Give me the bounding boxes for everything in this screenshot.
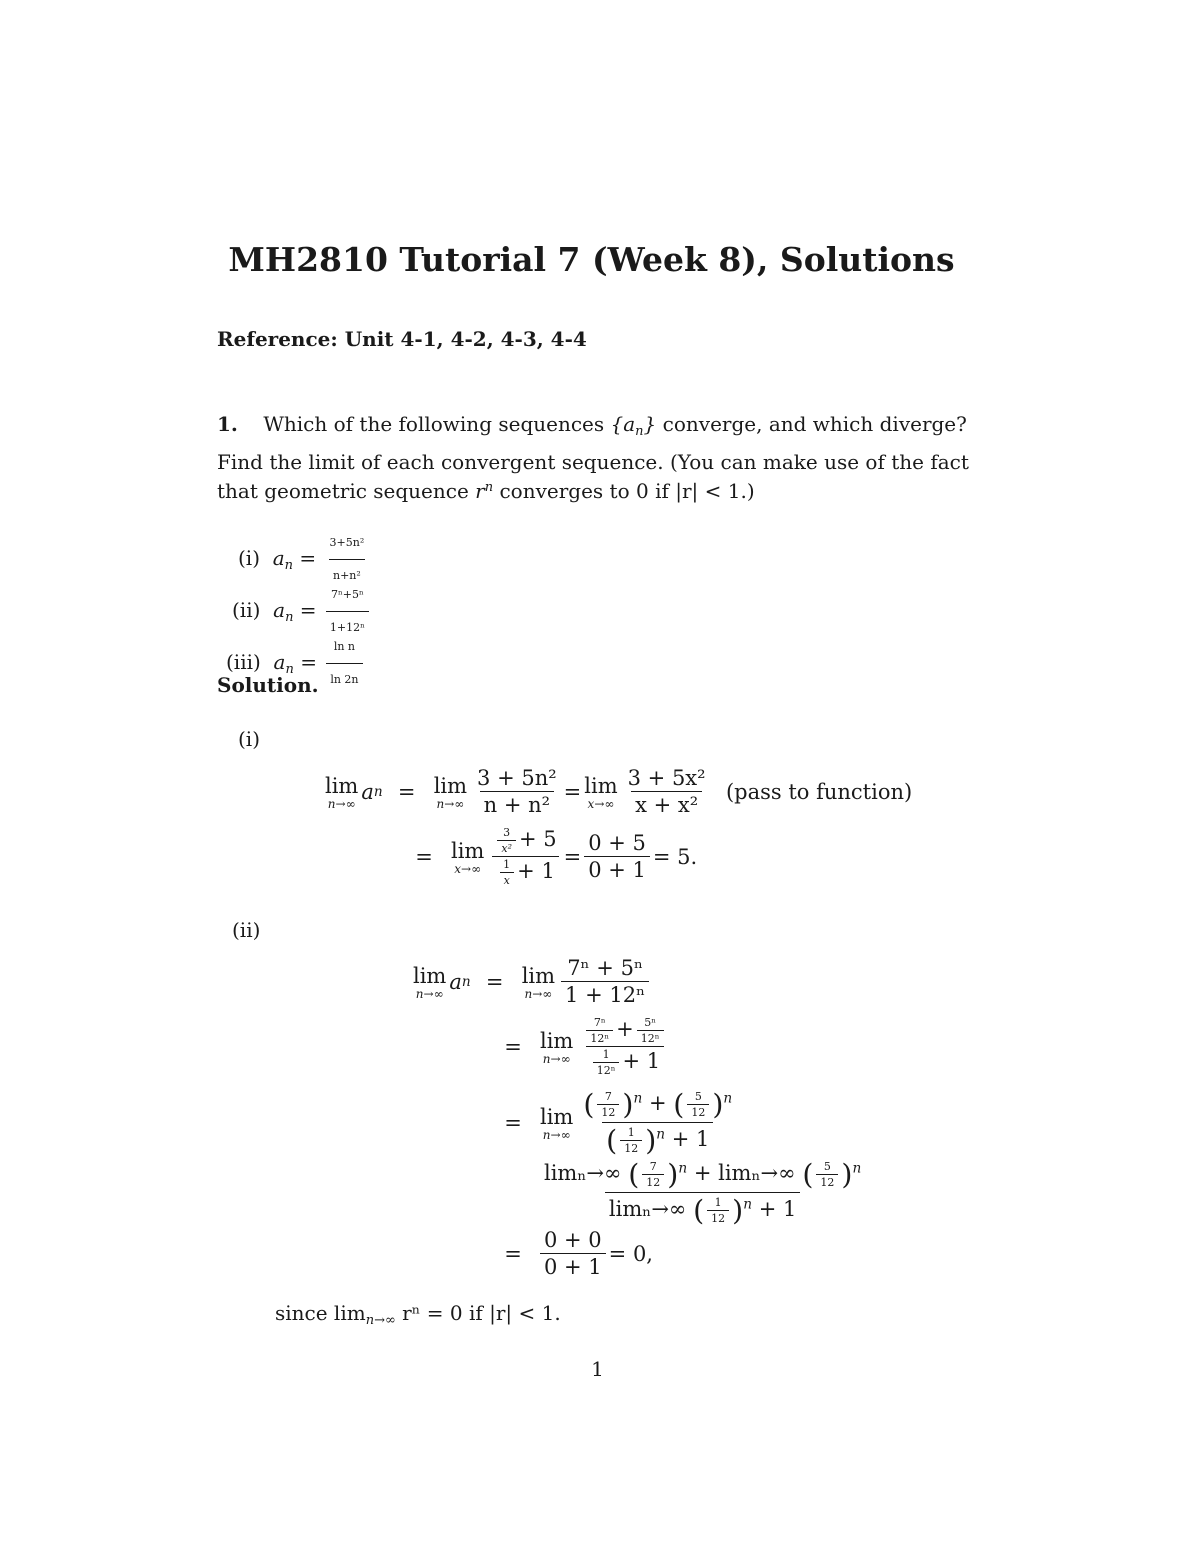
fraction-numerator: 1: [714, 1196, 722, 1209]
fraction-denominator: 12: [707, 1210, 729, 1225]
item-sub: n: [285, 609, 294, 625]
since-subscript: n→∞: [365, 1312, 396, 1328]
lim-text: lim: [451, 838, 485, 863]
lim-inline: limₙ→∞: [544, 1161, 622, 1185]
lim-text: lim: [521, 963, 556, 988]
fraction-numerator: 0 + 0: [544, 1228, 602, 1252]
denominator-rest: + 1: [622, 1049, 661, 1073]
seq-a: a: [361, 779, 374, 804]
solution-heading: Solution.: [217, 673, 319, 697]
inner-fraction: [593, 1048, 620, 1077]
part-i-label: (i): [238, 727, 261, 751]
lim-subscript: n→∞: [415, 986, 444, 1001]
item-eq: =: [300, 650, 317, 674]
fraction-numerator: 1: [503, 858, 511, 871]
limit-operator: [584, 774, 617, 810]
sequence-close: }: [643, 412, 657, 436]
fraction-denominator: [586, 1046, 664, 1077]
power-n: n: [852, 1160, 862, 1177]
inner-fraction: [620, 1126, 642, 1155]
fraction-numerator: ln n: [333, 640, 355, 653]
fraction-numerator: 7ⁿ: [593, 1016, 606, 1029]
fraction-numerator: 0 + 5: [588, 831, 646, 855]
equals-sign: =: [504, 1110, 522, 1135]
fraction-denominator: n+n²: [329, 559, 365, 591]
fraction-numerator: 7ⁿ+5ⁿ: [331, 588, 364, 601]
problem-line-2: Find the limit of each convergent sequence. (You can make use of the fact: [217, 450, 969, 474]
fraction-denominator: 12ⁿ: [637, 1030, 664, 1045]
limit-operator: [413, 964, 446, 1000]
item-fraction: [326, 632, 362, 695]
fraction-numerator: ( $\frac{7}{12}$ )$^n$ + ( $\frac{5}{12}$ )$^n$: [583, 1088, 733, 1121]
lim-subscript: x→∞: [454, 861, 482, 876]
fraction-denominator: 12ⁿ: [593, 1062, 620, 1077]
fraction-denominator: limₙ→∞ ( $\frac{1}{12}$ )$^n$ + 1: [605, 1192, 800, 1227]
item-sub: n: [285, 661, 294, 677]
power-n: n: [743, 1196, 753, 1213]
fraction-denominator: ( $\frac{1}{12}$ )$^n$ + 1: [602, 1122, 713, 1157]
fraction-numerator: 5: [694, 1090, 702, 1103]
equals-sign: =: [485, 969, 504, 994]
equals-sign: =: [504, 1241, 522, 1266]
plus-sign: +: [648, 1091, 667, 1115]
fraction-numerator: [579, 1016, 670, 1046]
part-i-line-1: lim n→∞ a n = lim n→∞ $\frac{\text{3 + 5n²}}{\text{n + n²}}$ = lim x→∞ $\frac{\text{3 + 5x²}}{\text{x + x²}}$ (pass to function): [325, 766, 913, 817]
fraction: [473, 766, 561, 817]
fraction-denominator: x²: [497, 840, 516, 855]
problem-line-3: [217, 476, 755, 506]
limit-operator: [434, 774, 467, 810]
lim-subscript: n→∞: [436, 796, 465, 811]
fraction-numerator: limₙ→∞ ( $\frac{7}{12}$ )$^n$ + limₙ→∞ ( $\frac{5}{12}$ )$^n$: [544, 1158, 862, 1191]
fraction-denominator: x + x²: [631, 791, 702, 817]
fraction-numerator: 5ⁿ: [644, 1016, 656, 1029]
fraction-denominator: 12: [597, 1104, 619, 1119]
fraction-denominator: 12: [642, 1174, 664, 1189]
fraction-denominator: 1+12ⁿ: [326, 611, 369, 643]
problem-line-3a: that geometric sequence: [217, 479, 469, 503]
lim-text: lim: [540, 1104, 574, 1129]
since-text: since lim: [275, 1301, 366, 1325]
item-label: (iii): [226, 650, 261, 674]
item-lhs: a: [272, 546, 285, 570]
lim-text: lim: [540, 1028, 574, 1053]
fraction-numerator: 7: [649, 1160, 657, 1173]
part-ii-line-5: [489, 1228, 653, 1279]
lim-text: lim: [413, 963, 447, 988]
annotation-note: (pass to function): [725, 779, 913, 804]
compound-fraction: [490, 826, 560, 887]
compound-fraction: [540, 1158, 865, 1227]
compound-fraction: [579, 1088, 736, 1157]
fraction: [561, 956, 649, 1007]
power-n: n: [678, 1160, 688, 1177]
problem-text-b: converge, and which diverge?: [662, 412, 967, 436]
fraction-denominator: x: [500, 872, 514, 887]
denominator-rest: + 1: [671, 1127, 710, 1151]
item-lhs: a: [273, 598, 286, 622]
part-ii-label: (ii): [232, 918, 261, 942]
lim-text: lim: [433, 773, 468, 798]
item-lhs: a: [273, 650, 286, 674]
geom-r-sup: n: [484, 479, 494, 495]
fraction-numerator: 3 + 5n²: [477, 766, 557, 790]
inner-fraction: [497, 826, 516, 855]
inner-fraction: [816, 1160, 838, 1189]
fraction-numerator: 3: [503, 826, 511, 839]
page-title: MH2810 Tutorial 7 (Week 8), Solutions: [228, 240, 955, 279]
lim-text: lim: [325, 773, 359, 798]
equals-sign: =: [504, 1034, 522, 1059]
result: = 0,: [608, 1241, 653, 1266]
item-label: (i): [238, 546, 261, 570]
lim-inline: limₙ→∞: [608, 1197, 687, 1221]
fraction-denominator: 12: [687, 1104, 709, 1119]
limit-operator: [451, 839, 484, 875]
lim-subscript: n→∞: [542, 1127, 571, 1142]
fraction-numerator: 5: [823, 1160, 831, 1173]
lim-subscript: n→∞: [524, 986, 553, 1001]
limit-operator: [522, 964, 555, 1000]
inner-fraction: [637, 1016, 664, 1045]
sequence-open: {a: [610, 412, 636, 436]
lim-subscript: n→∞: [327, 796, 356, 811]
problem-line-3b: converges to 0 if |r| < 1.): [499, 479, 755, 503]
since-rest: rⁿ = 0 if |r| < 1.: [402, 1301, 561, 1325]
fraction: [540, 1228, 606, 1279]
fraction-numerator: 7: [604, 1090, 612, 1103]
plus-sign: +: [693, 1161, 712, 1185]
part-ii-line-1: lim n→∞ a n = lim n→∞ $\frac{\text{7ⁿ + 5ⁿ}}{\text{1 + 12ⁿ}}$: [410, 956, 652, 1007]
fraction: [624, 766, 710, 817]
problem-text-a: Which of the following sequences: [263, 412, 605, 436]
problem-number: 1.: [217, 412, 238, 436]
fraction-denominator: 12: [816, 1174, 838, 1189]
limit-operator: [540, 1105, 573, 1141]
denominator-rest: + 1: [517, 859, 555, 883]
inner-fraction: [499, 858, 514, 887]
power-n: n: [723, 1090, 733, 1107]
sequence-sub: n: [635, 423, 644, 439]
power-n: n: [633, 1090, 643, 1107]
fraction-denominator: n + n²: [480, 791, 554, 817]
fraction-denominator: 0 + 1: [540, 1253, 606, 1279]
inner-fraction: [597, 1090, 619, 1119]
lim-subscript: n→∞: [542, 1051, 571, 1066]
fraction-numerator: [490, 826, 560, 856]
equals-sign: =: [563, 844, 582, 869]
inner-fraction: [687, 1090, 709, 1119]
seq-a: a: [449, 969, 462, 994]
lim-text: lim: [584, 773, 618, 798]
equals-sign: =: [415, 844, 433, 869]
fraction-numerator: 3+5n²: [329, 536, 365, 549]
part-ii-line-3: [489, 1088, 739, 1157]
fraction-denominator: 1 + 12ⁿ: [561, 981, 649, 1007]
reference-line: Reference: Unit 4-1, 4-2, 4-3, 4-4: [217, 327, 587, 351]
power-n: n: [656, 1126, 666, 1143]
page-number: 1: [591, 1357, 604, 1381]
fraction-denominator: 12: [620, 1140, 642, 1155]
fraction-denominator: [492, 856, 559, 887]
limit-operator: [325, 774, 358, 810]
part-ii-line-2: [489, 1016, 674, 1077]
fraction: [584, 831, 650, 882]
since-line: [275, 1298, 561, 1328]
numerator-rest: + 5: [518, 827, 557, 851]
fraction-denominator: 0 + 1: [584, 856, 650, 882]
lim-inline: limₙ→∞: [718, 1161, 796, 1185]
inner-fraction: [707, 1196, 729, 1225]
fraction-denominator: ln 2n: [326, 663, 362, 695]
fraction-numerator: 3 + 5x²: [627, 766, 706, 790]
fraction-denominator: 12ⁿ: [586, 1030, 613, 1045]
item-eq: =: [299, 546, 317, 570]
item-label: (ii): [232, 598, 261, 622]
compound-fraction: [579, 1016, 670, 1077]
problem-line-1: [217, 409, 967, 439]
item-eq: =: [299, 598, 317, 622]
limit-operator: [540, 1029, 573, 1065]
denominator-rest: + 1: [758, 1197, 797, 1221]
fraction-numerator: 1: [627, 1126, 635, 1139]
equals-sign: =: [563, 779, 582, 804]
fraction-numerator: 1: [602, 1048, 610, 1061]
item-sub: n: [284, 557, 294, 573]
part-i-line-2: [400, 826, 697, 887]
lim-subscript: x→∞: [587, 796, 615, 811]
inner-fraction: [642, 1160, 664, 1189]
fraction-numerator: 7ⁿ + 5ⁿ: [567, 956, 644, 980]
inner-fraction: [586, 1016, 613, 1045]
equals-sign: =: [397, 779, 416, 804]
result: = 5.: [652, 844, 698, 869]
plus-sign: +: [616, 1017, 634, 1041]
part-ii-line-4: [537, 1158, 868, 1227]
geom-r: r: [475, 479, 485, 503]
